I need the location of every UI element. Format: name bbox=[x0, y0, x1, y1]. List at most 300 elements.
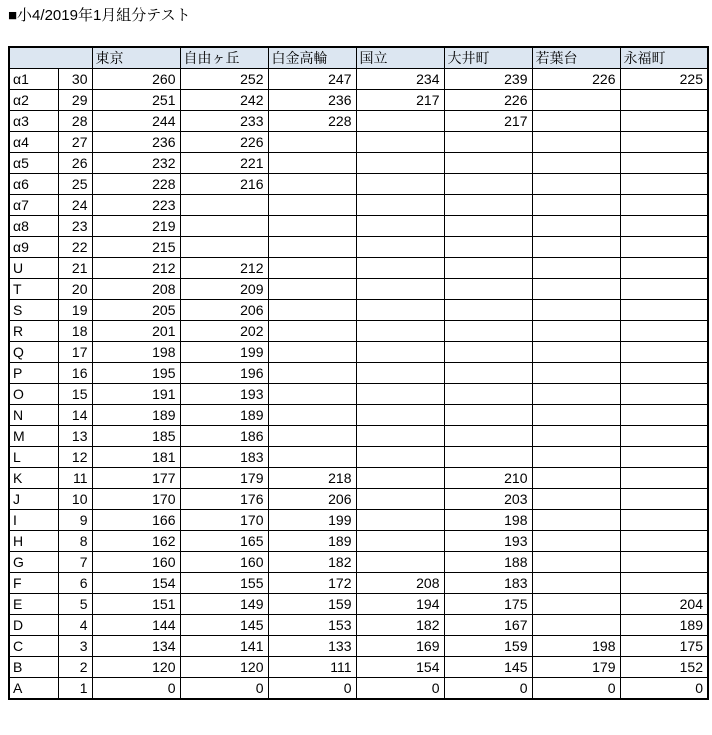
score-cell bbox=[268, 279, 356, 300]
rank-cell: 2 bbox=[58, 657, 92, 678]
class-label-cell: A bbox=[9, 678, 58, 700]
score-cell: 183 bbox=[180, 447, 268, 468]
class-label-cell: S bbox=[9, 300, 58, 321]
score-cell bbox=[268, 342, 356, 363]
score-cell: 226 bbox=[532, 69, 620, 90]
score-cell: 179 bbox=[532, 657, 620, 678]
table-row bbox=[9, 405, 708, 426]
score-cell bbox=[268, 237, 356, 258]
score-cell: 189 bbox=[268, 531, 356, 552]
score-cell bbox=[268, 153, 356, 174]
rank-cell: 6 bbox=[58, 573, 92, 594]
score-cell bbox=[268, 216, 356, 237]
score-cell: 219 bbox=[92, 216, 180, 237]
score-cell bbox=[356, 258, 444, 279]
score-cell bbox=[444, 321, 532, 342]
table-header bbox=[9, 47, 708, 69]
score-cell bbox=[356, 111, 444, 132]
score-cell bbox=[620, 258, 708, 279]
table-row bbox=[9, 615, 708, 636]
score-cell: 154 bbox=[92, 573, 180, 594]
score-cell bbox=[268, 258, 356, 279]
score-cell bbox=[532, 237, 620, 258]
score-cell: 177 bbox=[92, 468, 180, 489]
table-row bbox=[9, 678, 708, 700]
score-cell: 193 bbox=[180, 384, 268, 405]
score-cell: 228 bbox=[92, 174, 180, 195]
score-cell bbox=[620, 300, 708, 321]
score-cell: 228 bbox=[268, 111, 356, 132]
score-cell bbox=[356, 279, 444, 300]
score-cell: 160 bbox=[92, 552, 180, 573]
score-cell bbox=[620, 573, 708, 594]
score-cell: 191 bbox=[92, 384, 180, 405]
table-row bbox=[9, 426, 708, 447]
score-cell bbox=[532, 195, 620, 216]
score-cell: 159 bbox=[268, 594, 356, 615]
score-cell: 210 bbox=[444, 468, 532, 489]
column-header-cell: 永福町 bbox=[620, 47, 708, 69]
score-cell bbox=[444, 216, 532, 237]
score-cell bbox=[532, 216, 620, 237]
score-cell bbox=[444, 174, 532, 195]
score-cell bbox=[444, 258, 532, 279]
score-cell: 198 bbox=[532, 636, 620, 657]
score-cell bbox=[620, 489, 708, 510]
score-cell: 239 bbox=[444, 69, 532, 90]
score-cell bbox=[356, 300, 444, 321]
rank-cell: 26 bbox=[58, 153, 92, 174]
class-label-cell: α6 bbox=[9, 174, 58, 195]
score-cell: 199 bbox=[180, 342, 268, 363]
score-cell bbox=[620, 405, 708, 426]
score-cell: 145 bbox=[444, 657, 532, 678]
table-row bbox=[9, 111, 708, 132]
table-row bbox=[9, 174, 708, 195]
score-cell: 247 bbox=[268, 69, 356, 90]
score-cell bbox=[532, 321, 620, 342]
score-cell: 170 bbox=[92, 489, 180, 510]
corner-header-cell bbox=[9, 47, 92, 69]
score-cell: 234 bbox=[356, 69, 444, 90]
score-cell bbox=[356, 321, 444, 342]
score-cell: 212 bbox=[92, 258, 180, 279]
score-cell: 175 bbox=[620, 636, 708, 657]
score-cell: 194 bbox=[356, 594, 444, 615]
score-cell: 260 bbox=[92, 69, 180, 90]
class-label-cell: B bbox=[9, 657, 58, 678]
score-cell bbox=[532, 342, 620, 363]
score-cell: 236 bbox=[92, 132, 180, 153]
score-cell bbox=[620, 447, 708, 468]
score-cell: 205 bbox=[92, 300, 180, 321]
score-cell bbox=[620, 132, 708, 153]
class-label-cell: α4 bbox=[9, 132, 58, 153]
class-label-cell: T bbox=[9, 279, 58, 300]
score-cell bbox=[444, 132, 532, 153]
score-cell: 165 bbox=[180, 531, 268, 552]
rank-cell: 10 bbox=[58, 489, 92, 510]
header-row bbox=[9, 47, 708, 69]
score-cell: 212 bbox=[180, 258, 268, 279]
score-cell bbox=[356, 237, 444, 258]
score-cell: 195 bbox=[92, 363, 180, 384]
score-cell: 0 bbox=[444, 678, 532, 700]
rank-cell: 30 bbox=[58, 69, 92, 90]
score-cell bbox=[532, 447, 620, 468]
score-cell: 179 bbox=[180, 468, 268, 489]
column-header-cell: 若葉台 bbox=[532, 47, 620, 69]
table-row bbox=[9, 657, 708, 678]
score-cell: 251 bbox=[92, 90, 180, 111]
score-cell bbox=[532, 279, 620, 300]
score-cell bbox=[356, 552, 444, 573]
score-cell: 133 bbox=[268, 636, 356, 657]
score-cell bbox=[356, 447, 444, 468]
score-cell bbox=[620, 237, 708, 258]
score-cell bbox=[532, 300, 620, 321]
score-cell: 232 bbox=[92, 153, 180, 174]
rank-cell: 15 bbox=[58, 384, 92, 405]
score-cell: 182 bbox=[268, 552, 356, 573]
score-cell bbox=[356, 405, 444, 426]
score-cell: 209 bbox=[180, 279, 268, 300]
score-cell: 0 bbox=[180, 678, 268, 700]
score-cell bbox=[620, 342, 708, 363]
score-cell: 149 bbox=[180, 594, 268, 615]
score-cell bbox=[532, 384, 620, 405]
rank-cell: 21 bbox=[58, 258, 92, 279]
score-cell: 193 bbox=[444, 531, 532, 552]
score-cell: 204 bbox=[620, 594, 708, 615]
score-cell bbox=[620, 216, 708, 237]
class-label-cell: E bbox=[9, 594, 58, 615]
score-cell bbox=[532, 573, 620, 594]
column-header-cell: 東京 bbox=[92, 47, 180, 69]
score-cell: 196 bbox=[180, 363, 268, 384]
score-cell: 0 bbox=[268, 678, 356, 700]
score-cell bbox=[620, 321, 708, 342]
table-body bbox=[9, 69, 708, 700]
score-cell bbox=[620, 153, 708, 174]
table-row bbox=[9, 594, 708, 615]
score-cell bbox=[444, 384, 532, 405]
rank-cell: 18 bbox=[58, 321, 92, 342]
class-label-cell: J bbox=[9, 489, 58, 510]
table-row bbox=[9, 384, 708, 405]
column-header-cell: 自由ヶ丘 bbox=[180, 47, 268, 69]
score-cell bbox=[444, 405, 532, 426]
score-cell bbox=[180, 237, 268, 258]
rank-cell: 20 bbox=[58, 279, 92, 300]
score-cell: 236 bbox=[268, 90, 356, 111]
score-cell: 166 bbox=[92, 510, 180, 531]
class-label-cell: L bbox=[9, 447, 58, 468]
score-cell bbox=[356, 195, 444, 216]
score-cell bbox=[532, 489, 620, 510]
score-cell: 208 bbox=[92, 279, 180, 300]
score-cell: 218 bbox=[268, 468, 356, 489]
score-cell bbox=[444, 279, 532, 300]
table-row bbox=[9, 153, 708, 174]
score-cell bbox=[620, 90, 708, 111]
table-row bbox=[9, 195, 708, 216]
score-cell: 221 bbox=[180, 153, 268, 174]
score-cell bbox=[620, 279, 708, 300]
score-cell bbox=[356, 174, 444, 195]
rank-cell: 27 bbox=[58, 132, 92, 153]
class-label-cell: α9 bbox=[9, 237, 58, 258]
column-header-cell: 白金高輪 bbox=[268, 47, 356, 69]
score-cell bbox=[620, 195, 708, 216]
score-cell: 225 bbox=[620, 69, 708, 90]
rank-cell: 8 bbox=[58, 531, 92, 552]
score-cell: 183 bbox=[444, 573, 532, 594]
score-cell bbox=[444, 300, 532, 321]
table-row bbox=[9, 216, 708, 237]
table-row bbox=[9, 531, 708, 552]
score-cell bbox=[532, 531, 620, 552]
score-cell: 170 bbox=[180, 510, 268, 531]
rank-cell: 23 bbox=[58, 216, 92, 237]
score-cell bbox=[620, 111, 708, 132]
class-label-cell: N bbox=[9, 405, 58, 426]
score-cell: 111 bbox=[268, 657, 356, 678]
score-cell: 198 bbox=[92, 342, 180, 363]
score-cell bbox=[532, 405, 620, 426]
score-cell: 244 bbox=[92, 111, 180, 132]
score-cell: 252 bbox=[180, 69, 268, 90]
score-cell bbox=[532, 363, 620, 384]
score-cell bbox=[620, 468, 708, 489]
score-cell: 208 bbox=[356, 573, 444, 594]
score-cell bbox=[356, 342, 444, 363]
score-cell: 120 bbox=[180, 657, 268, 678]
table-row bbox=[9, 300, 708, 321]
class-label-cell: H bbox=[9, 531, 58, 552]
class-label-cell: P bbox=[9, 363, 58, 384]
table-row bbox=[9, 363, 708, 384]
score-cell bbox=[620, 384, 708, 405]
score-cell bbox=[532, 615, 620, 636]
score-cell bbox=[356, 468, 444, 489]
score-cell bbox=[532, 594, 620, 615]
score-cell: 182 bbox=[356, 615, 444, 636]
column-header-cell: 大井町 bbox=[444, 47, 532, 69]
score-cell: 0 bbox=[92, 678, 180, 700]
score-cell bbox=[268, 363, 356, 384]
rank-cell: 12 bbox=[58, 447, 92, 468]
table-row bbox=[9, 69, 708, 90]
score-cell: 189 bbox=[180, 405, 268, 426]
score-cell: 134 bbox=[92, 636, 180, 657]
score-cell: 242 bbox=[180, 90, 268, 111]
score-cell: 216 bbox=[180, 174, 268, 195]
score-cell: 189 bbox=[620, 615, 708, 636]
score-cell: 199 bbox=[268, 510, 356, 531]
score-cell: 189 bbox=[92, 405, 180, 426]
class-label-cell: D bbox=[9, 615, 58, 636]
score-cell: 0 bbox=[356, 678, 444, 700]
score-cell bbox=[268, 132, 356, 153]
score-cell: 155 bbox=[180, 573, 268, 594]
score-cell bbox=[444, 447, 532, 468]
score-cell: 152 bbox=[620, 657, 708, 678]
table-row bbox=[9, 321, 708, 342]
score-cell: 160 bbox=[180, 552, 268, 573]
score-cell bbox=[268, 426, 356, 447]
rank-cell: 7 bbox=[58, 552, 92, 573]
score-cell bbox=[356, 216, 444, 237]
score-cell bbox=[532, 90, 620, 111]
score-cell bbox=[268, 447, 356, 468]
table-row bbox=[9, 258, 708, 279]
rank-cell: 11 bbox=[58, 468, 92, 489]
score-cell bbox=[532, 174, 620, 195]
class-label-cell: R bbox=[9, 321, 58, 342]
rank-cell: 28 bbox=[58, 111, 92, 132]
score-cell bbox=[356, 426, 444, 447]
rank-cell: 29 bbox=[58, 90, 92, 111]
score-cell bbox=[444, 426, 532, 447]
rank-cell: 19 bbox=[58, 300, 92, 321]
table-row bbox=[9, 510, 708, 531]
rank-cell: 9 bbox=[58, 510, 92, 531]
class-label-cell: α8 bbox=[9, 216, 58, 237]
class-label-cell: O bbox=[9, 384, 58, 405]
score-cell bbox=[620, 510, 708, 531]
score-cell bbox=[268, 174, 356, 195]
class-label-cell: F bbox=[9, 573, 58, 594]
score-cell: 144 bbox=[92, 615, 180, 636]
score-cell bbox=[268, 384, 356, 405]
rank-cell: 14 bbox=[58, 405, 92, 426]
score-cell bbox=[532, 153, 620, 174]
score-cell bbox=[620, 531, 708, 552]
score-cell: 176 bbox=[180, 489, 268, 510]
page-title: ■小4/2019年1月組分テスト bbox=[8, 7, 191, 24]
score-cell: 145 bbox=[180, 615, 268, 636]
score-cell: 120 bbox=[92, 657, 180, 678]
class-label-cell: C bbox=[9, 636, 58, 657]
table-row bbox=[9, 342, 708, 363]
score-cell: 185 bbox=[92, 426, 180, 447]
score-cell bbox=[268, 321, 356, 342]
score-cell: 202 bbox=[180, 321, 268, 342]
score-cell bbox=[532, 552, 620, 573]
score-cell: 217 bbox=[356, 90, 444, 111]
rank-cell: 16 bbox=[58, 363, 92, 384]
rank-cell: 3 bbox=[58, 636, 92, 657]
score-cell bbox=[444, 195, 532, 216]
score-cell bbox=[356, 384, 444, 405]
class-label-cell: α2 bbox=[9, 90, 58, 111]
column-header-cell: 国立 bbox=[356, 47, 444, 69]
table-row bbox=[9, 90, 708, 111]
rank-cell: 1 bbox=[58, 678, 92, 700]
score-cell bbox=[444, 342, 532, 363]
score-cell: 201 bbox=[92, 321, 180, 342]
score-cell bbox=[444, 363, 532, 384]
score-cell bbox=[356, 363, 444, 384]
score-cell bbox=[532, 258, 620, 279]
table-row bbox=[9, 279, 708, 300]
score-cell: 153 bbox=[268, 615, 356, 636]
score-cell bbox=[532, 426, 620, 447]
score-cell bbox=[268, 195, 356, 216]
score-cell: 226 bbox=[180, 132, 268, 153]
score-cell bbox=[356, 531, 444, 552]
rank-cell: 4 bbox=[58, 615, 92, 636]
score-cell: 169 bbox=[356, 636, 444, 657]
score-cell bbox=[444, 153, 532, 174]
score-cell bbox=[356, 153, 444, 174]
class-label-cell: Q bbox=[9, 342, 58, 363]
score-cell: 0 bbox=[620, 678, 708, 700]
score-cell: 154 bbox=[356, 657, 444, 678]
score-cell bbox=[532, 111, 620, 132]
score-cell bbox=[180, 195, 268, 216]
score-cell: 141 bbox=[180, 636, 268, 657]
score-cell bbox=[268, 300, 356, 321]
score-cell: 162 bbox=[92, 531, 180, 552]
score-cell: 203 bbox=[444, 489, 532, 510]
class-label-cell: U bbox=[9, 258, 58, 279]
class-label-cell: M bbox=[9, 426, 58, 447]
score-cell: 223 bbox=[92, 195, 180, 216]
score-cell bbox=[180, 216, 268, 237]
score-cell: 188 bbox=[444, 552, 532, 573]
table-row bbox=[9, 636, 708, 657]
table-row bbox=[9, 237, 708, 258]
rank-cell: 17 bbox=[58, 342, 92, 363]
class-label-cell: α7 bbox=[9, 195, 58, 216]
score-cell: 172 bbox=[268, 573, 356, 594]
rank-cell: 13 bbox=[58, 426, 92, 447]
score-cell bbox=[356, 489, 444, 510]
score-cell bbox=[620, 174, 708, 195]
score-cell bbox=[268, 405, 356, 426]
score-cell: 159 bbox=[444, 636, 532, 657]
class-label-cell: K bbox=[9, 468, 58, 489]
score-cell: 181 bbox=[92, 447, 180, 468]
table-row bbox=[9, 573, 708, 594]
score-cell bbox=[356, 132, 444, 153]
score-cell: 186 bbox=[180, 426, 268, 447]
score-cell bbox=[356, 510, 444, 531]
score-cell: 167 bbox=[444, 615, 532, 636]
score-cell: 217 bbox=[444, 111, 532, 132]
table-row bbox=[9, 132, 708, 153]
class-label-cell: α3 bbox=[9, 111, 58, 132]
score-cell bbox=[620, 552, 708, 573]
score-table bbox=[8, 46, 709, 700]
table-row bbox=[9, 447, 708, 468]
score-cell: 175 bbox=[444, 594, 532, 615]
class-label-cell: α5 bbox=[9, 153, 58, 174]
score-cell: 206 bbox=[268, 489, 356, 510]
score-cell bbox=[532, 132, 620, 153]
score-cell: 151 bbox=[92, 594, 180, 615]
rank-cell: 24 bbox=[58, 195, 92, 216]
score-cell: 0 bbox=[532, 678, 620, 700]
table-row bbox=[9, 468, 708, 489]
table-row bbox=[9, 552, 708, 573]
score-cell bbox=[620, 363, 708, 384]
score-cell bbox=[620, 426, 708, 447]
score-cell: 198 bbox=[444, 510, 532, 531]
score-cell bbox=[532, 510, 620, 531]
